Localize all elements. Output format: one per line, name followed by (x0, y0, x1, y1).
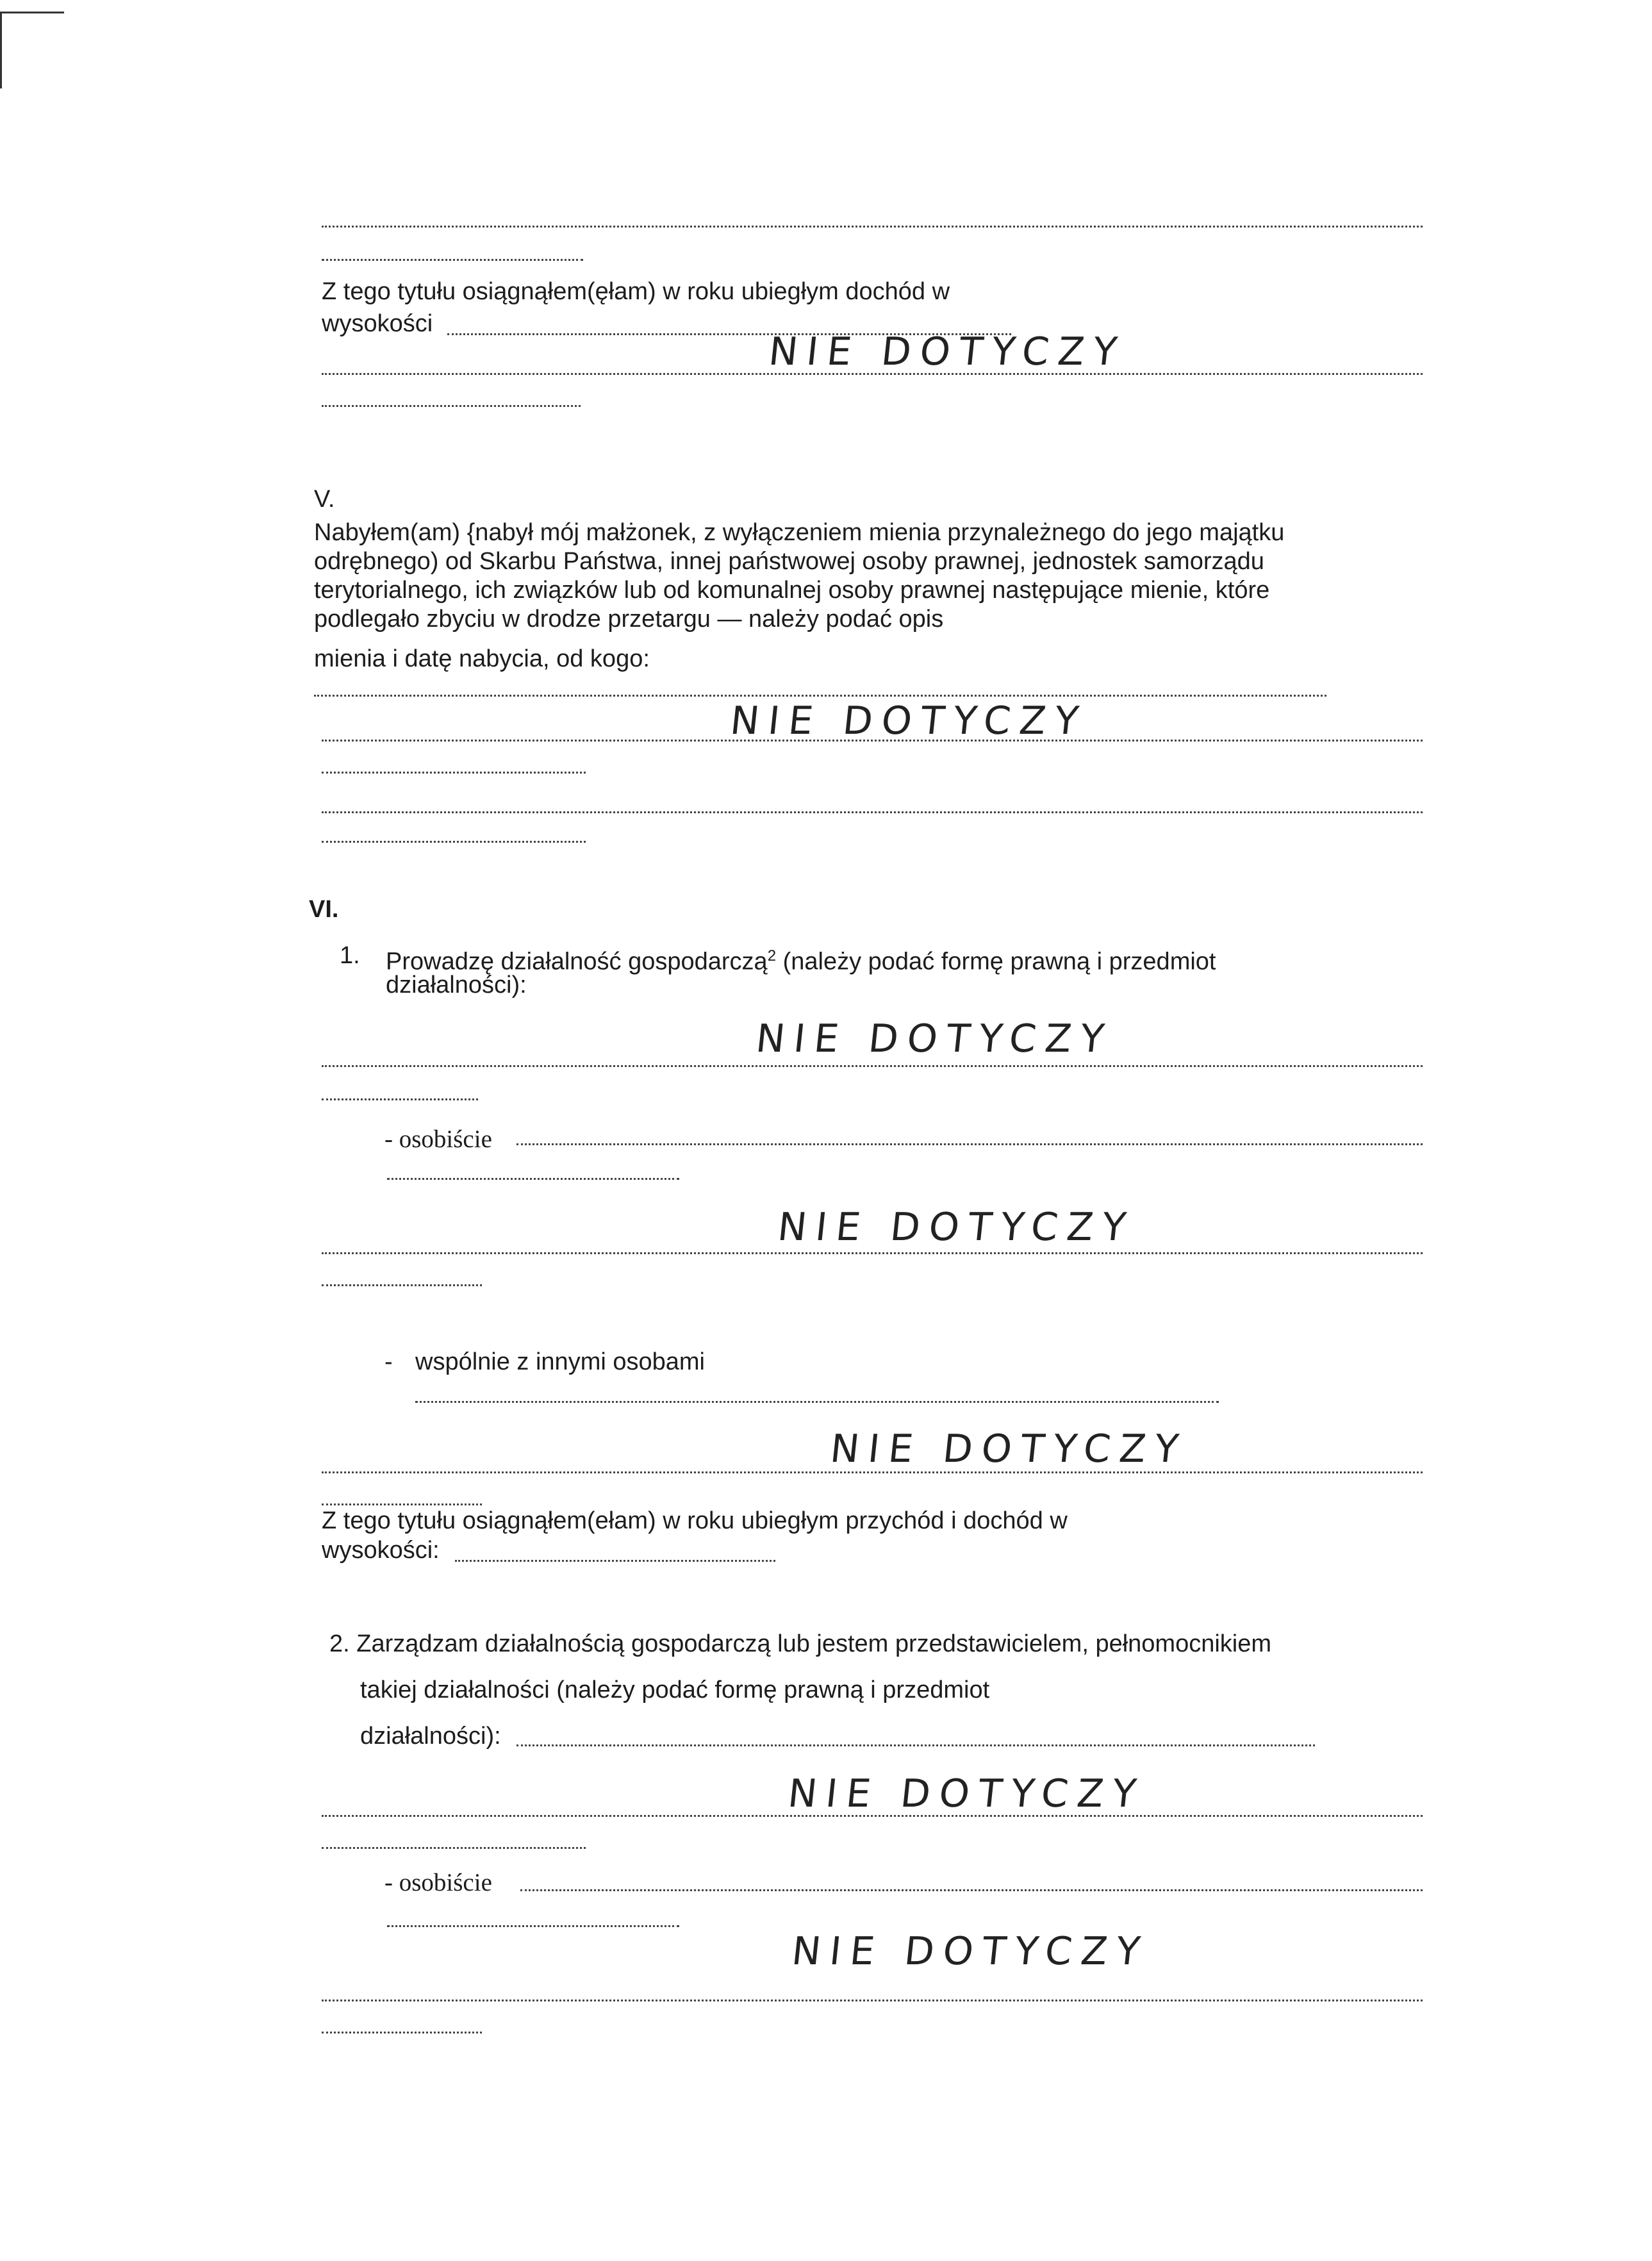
handwritten-not-applicable: NIE DOTYCZY (728, 699, 1090, 743)
section-v-text-line: Nabyłem(am) {nabył mój małżonek, z wyłączeniem mienia przynależnego do jego majątku (314, 519, 1285, 546)
fill-line (322, 226, 1423, 228)
fill-line (322, 1847, 586, 1849)
fill-line (322, 1284, 482, 1286)
handwritten-not-applicable: NIE DOTYCZY (754, 1016, 1116, 1061)
section-v-heading: V. (314, 486, 335, 513)
fill-line (322, 373, 1423, 375)
item-2-text-line2: takiej działalności (należy podać formę prawną i przedmiot (360, 1677, 990, 1703)
fill-line (516, 1143, 1423, 1145)
fill-line (322, 1098, 478, 1100)
fill-line (322, 2000, 1423, 2001)
fill-line (516, 1744, 1315, 1746)
scan-border-mark (0, 12, 64, 13)
section-v-text-line: mienia i datę nabycia, od kogo: (314, 645, 650, 672)
fill-line (322, 841, 586, 843)
income-intro-line1: Z tego tytułu osiągnąłem(ęłam) w roku ubiegłym dochód w (322, 278, 950, 305)
fill-line (322, 811, 1423, 813)
handwritten-not-applicable: NIE DOTYCZY (789, 1929, 1152, 1974)
fill-line (322, 259, 583, 261)
section-v-text-line: odrębnego) od Skarbu Państwa, innej państwowej osoby prawnej, jednostek samorządu (314, 548, 1264, 575)
fill-line (455, 1560, 775, 1562)
section-vi-heading: VI. (309, 896, 339, 923)
fill-line (387, 1925, 679, 1927)
fill-line (387, 1178, 679, 1180)
income-intro-line2: wysokości (322, 310, 433, 337)
fill-line (322, 405, 581, 407)
income-line1: Z tego tytułu osiągnąłem(ełam) w roku ubiegłym przychód i dochód w (322, 1507, 1068, 1534)
fill-line (322, 740, 1423, 741)
fill-line (520, 1889, 1423, 1891)
handwritten-not-applicable: NIE DOTYCZY (766, 329, 1128, 374)
item-1-number: 1. (340, 942, 360, 969)
handwritten-not-applicable: NIE DOTYCZY (828, 1427, 1190, 1471)
fill-line (322, 772, 586, 774)
income-line2: wysokości: (322, 1537, 440, 1564)
fill-line (415, 1401, 1219, 1403)
fill-line (322, 1503, 482, 1505)
fill-line (314, 695, 1326, 697)
personal-label: - osobiście (384, 1869, 492, 1896)
fill-line (322, 1471, 1423, 1473)
fill-line (322, 1815, 1423, 1817)
handwritten-not-applicable: NIE DOTYCZY (786, 1771, 1148, 1816)
scan-border-mark-vertical (0, 12, 2, 88)
item-1-text-line2: działalności): (386, 972, 527, 998)
fill-line (322, 2032, 482, 2033)
fill-line (322, 1252, 1423, 1254)
section-v-text-line: podlegało zbyciu w drodze przetargu — należy podać opis (314, 606, 944, 633)
item-1-text-line1: Prowadzę działalność gospodarczą$^2$ (należy podać formę prawną i przedmiot (386, 947, 1216, 975)
fill-line (322, 1065, 1423, 1067)
footnote-ref: 2 (767, 947, 777, 965)
item-2-text-line3: działalności): (360, 1723, 501, 1750)
section-v-text-line: terytorialnego, ich związków lub od komunalnej osoby prawnej następujące mienie, które (314, 577, 1270, 604)
jointly-label: wspólnie z innymi osobami (415, 1348, 705, 1375)
item-2-text-line1: 2. Zarządzam działalnością gospodarczą lub jestem przedstawicielem, pełnomocnikiem (329, 1630, 1272, 1657)
personal-label: - osobiście (384, 1125, 492, 1153)
jointly-dash: - (384, 1348, 393, 1375)
handwritten-not-applicable: NIE DOTYCZY (775, 1205, 1137, 1250)
